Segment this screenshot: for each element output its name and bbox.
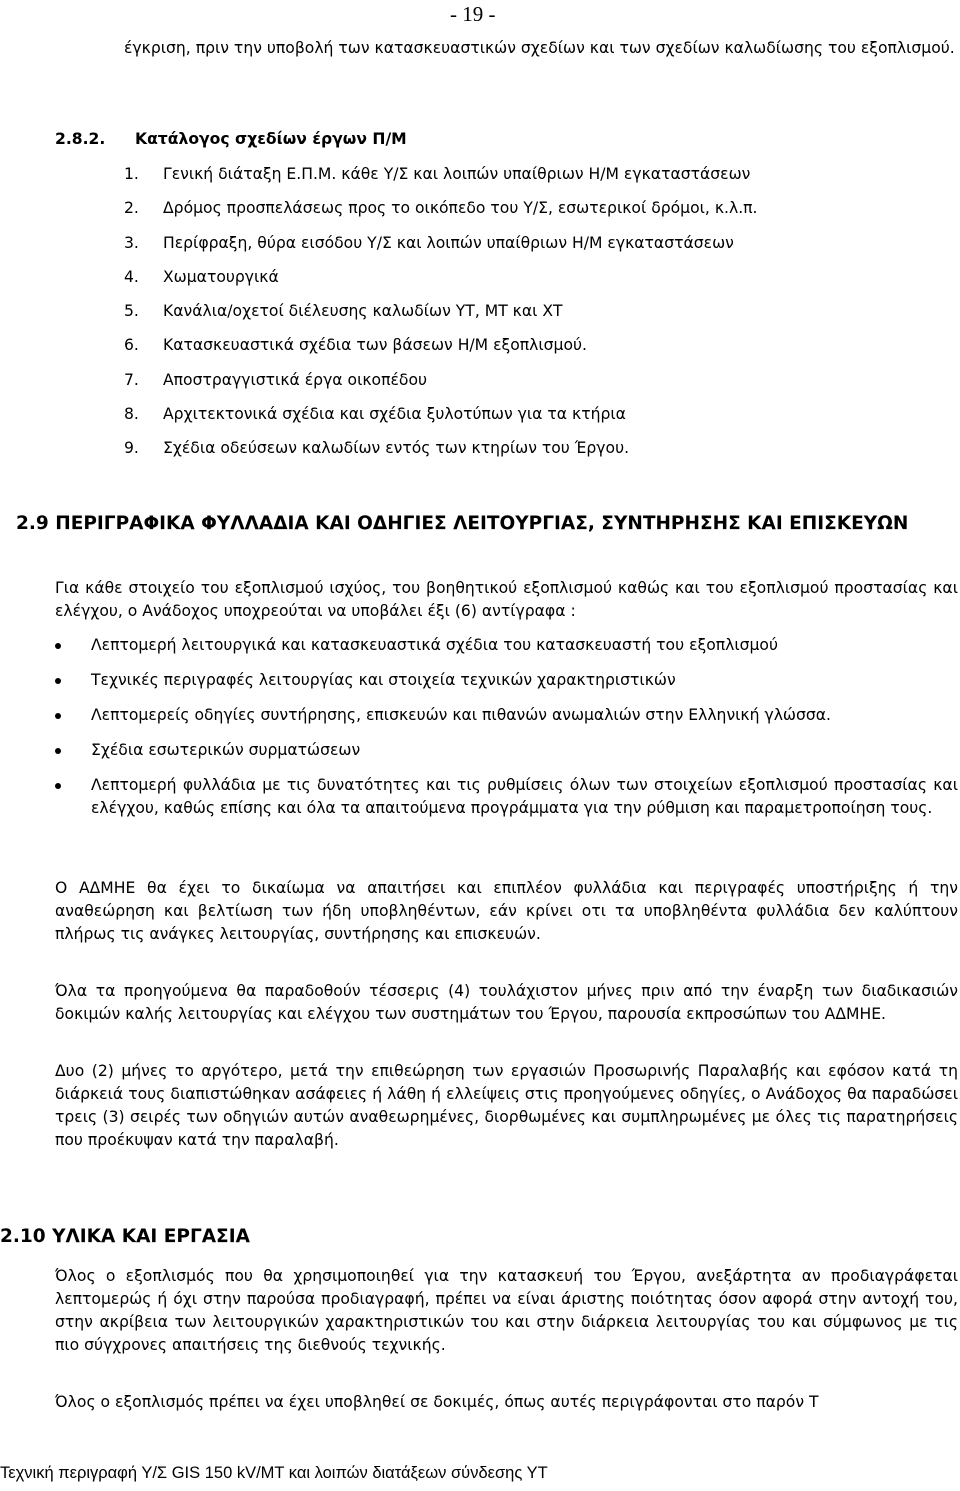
item-text: Χωματουργικά	[163, 267, 279, 286]
list-item	[124, 197, 758, 231]
drawings-list	[124, 163, 758, 472]
bullet-item	[55, 669, 958, 692]
bullet-item	[55, 634, 958, 657]
bullet-item	[55, 774, 958, 820]
section-2-9-heading: 2.9 ΠΕΡΙΓΡΑΦΙΚΑ ΦΥΛΛΑΔΙΑ ΚΑΙ ΟΔΗΓΙΕΣ ΛΕΙΤΟΥΡΓΙΑΣ, ΣΥΝΤΗΡΗΣΗΣ ΚΑΙ ΕΠΙΣΚΕΥΩΝ	[16, 513, 909, 534]
bullet-text: Λεπτομερείς οδηγίες συντήρησης, επισκευών και πιθανών ανωμαλιών στην Ελληνική γλώσσα.	[91, 706, 831, 724]
item-number: 6.	[124, 336, 139, 355]
bullet-text: Σχέδια εσωτερικών συρματώσεων	[91, 741, 361, 759]
page-footer: Τεχνική περιγραφή Υ/Σ GIS 150 kV/ΜΤ και λοιπών διατάξεων σύνδεσης ΥΤ	[0, 1464, 548, 1482]
section-2-10-heading: 2.10 ΥΛΙΚΑ ΚΑΙ ΕΡΓΑΣΙΑ	[0, 1226, 250, 1247]
paragraph-tests: Όλος ο εξοπλισμός πρέπει να έχει υποβληθεί σε δοκιμές, όπως αυτές περιγράφονται στο παρόν Τ	[55, 1393, 819, 1411]
bullet-item	[55, 704, 958, 727]
paragraph-materials: Όλος ο εξοπλισμός που θα χρησιμοποιηθεί για την κατασκευή του Έργου, ανεξάρτητα αν προδιαγράφεται λεπτομερώς ή όχι στην παρούσα προδιαγραφή, πρέπει να είναι άριστης ποιότητας όσον αφορά στην αντοχή του, στην ακρίβεια των λειτουργικών χαρακτηριστικών του και στην διάρκεια λειτουργίας του και σύμφωνος με τις πιο σύγχρονες απαιτήσεις της διεθνούς τεχνικής.	[55, 1267, 958, 1354]
intro-paragraph: έγκριση, πριν την υποβολή των κατασκευαστικών σχεδίων και των σχεδίων καλωδίωσης του εξοπλισμού.	[124, 39, 955, 57]
list-item	[124, 266, 758, 300]
list-item	[124, 163, 758, 197]
item-number: 3.	[124, 233, 139, 252]
item-text: Δρόμος προσπελάσεως προς το οικόπεδο του Υ/Σ, εσωτερικοί δρόμοι, κ.λ.π.	[163, 199, 758, 218]
bullet-icon	[55, 783, 61, 789]
bullet-icon	[55, 713, 61, 719]
item-text: Αρχιτεκτονικά σχέδια και σχέδια ξυλοτύπων για τα κτήρια	[163, 405, 626, 424]
section-title: Κατάλογος σχεδίων έργων Π/Μ	[135, 130, 407, 148]
item-text: Σχέδια οδεύσεων καλωδίων εντός των κτηρίων του Έργου.	[163, 439, 630, 458]
item-text: Αποστραγγιστικά έργα οικοπέδου	[163, 370, 428, 389]
list-item	[124, 403, 758, 437]
section-2-9-lead: Για κάθε στοιχείο του εξοπλισμού ισχύος, του βοηθητικού εξοπλισμού καθώς και του εξοπλισμού προστασίας και ελέγχου, ο Ανάδοχος υποχρεούται να υποβάλει έξι (6) αντίγραφα :	[55, 579, 958, 620]
item-text: Κανάλια/οχετοί διέλευσης καλωδίων ΥΤ, ΜΤ και ΧΤ	[163, 302, 563, 321]
item-number: 1.	[124, 165, 139, 183]
paragraph-revisions: Δυο (2) μήνες το αργότερο, μετά την επιθεώρηση των εργασιών Προσωρινής Παραλαβής και εφόσον κατά τη διάρκειά τους διαπιστώθηκαν ασάφειες ή λάθη ή ελλείψεις στις προηγούμενες οδηγίες, ο Ανάδοχος θα παραδώσει τρεις (3) σειρές των οδηγιών αυτών αναθεωρημένες, διορθωμένες και συμπληρωμένες με όλες τις παρατηρήσεις που προέκυψαν κατά την παραλαβή.	[55, 1062, 958, 1149]
item-number: 5.	[124, 302, 139, 321]
bullet-icon	[55, 678, 61, 684]
item-number: 7.	[124, 370, 139, 389]
list-item	[124, 437, 758, 471]
item-number: 2.	[124, 199, 139, 218]
item-number: 4.	[124, 267, 139, 286]
documents-bullet-list	[55, 634, 958, 820]
list-item	[124, 300, 758, 334]
bullet-icon	[55, 643, 61, 649]
item-number: 8.	[124, 405, 139, 424]
item-text: Κατασκευαστικά σχέδια των βάσεων Η/Μ εξοπλισμού.	[163, 336, 587, 355]
bullet-icon	[55, 748, 61, 754]
bullet-item	[55, 739, 958, 762]
section-2-8-2-heading	[55, 128, 407, 151]
list-item	[124, 334, 758, 368]
bullet-text: Λεπτομερή λειτουργικά και κατασκευαστικά σχέδια του κατασκευαστή του εξοπλισμού	[91, 636, 779, 654]
bullet-text: Τεχνικές περιγραφές λειτουργίας και στοιχεία τεχνικών χαρακτηριστικών	[91, 671, 676, 689]
bullet-text: Λεπτομερή φυλλάδια με τις δυνατότητες και τις ρυθμίσεις όλων των στοιχείων εξοπλισμού προστασίας και ελέγχου, καθώς επίσης και όλα τα απαιτούμενα προγράμματα για την ρύθμιση και παραμετροποίηση τους.	[91, 776, 958, 817]
paragraph-admie-rights: Ο ΑΔΜΗΕ θα έχει το δικαίωμα να απαιτήσει και επιπλέον φυλλάδια και περιγραφές υποστήριξης ή την αναθεώρηση και βελτίωση των ήδη υποβληθέντων, εάν κρίνει οτι τα υποβληθέντα φυλλάδια δεν καλύπτουν πλήρως τις ανάγκες λειτουργίας, συντήρησης και επισκευών.	[55, 879, 958, 943]
section-number: 2.8.2.	[55, 130, 106, 148]
paragraph-delivery: Όλα τα προηγούμενα θα παραδοθούν τέσσερις (4) τουλάχιστον μήνες πριν από την έναρξη των διαδικασιών δοκιμών καλής λειτουργίας και ελέγχου των συστημάτων του Έργου, παρουσία εκπροσώπων του ΑΔΜΗΕ.	[55, 982, 958, 1023]
item-text: Περίφραξη, θύρα εισόδου Υ/Σ και λοιπών υπαίθριων Η/Μ εγκαταστάσεων	[163, 233, 734, 252]
list-item	[124, 369, 758, 403]
item-text: Γενική διάταξη Ε.Π.Μ. κάθε Υ/Σ και λοιπών υπαίθριων Η/Μ εγκαταστάσεων	[163, 165, 751, 183]
page-number: - 19 -	[450, 2, 496, 26]
list-item	[124, 232, 758, 266]
item-number: 9.	[124, 439, 139, 458]
